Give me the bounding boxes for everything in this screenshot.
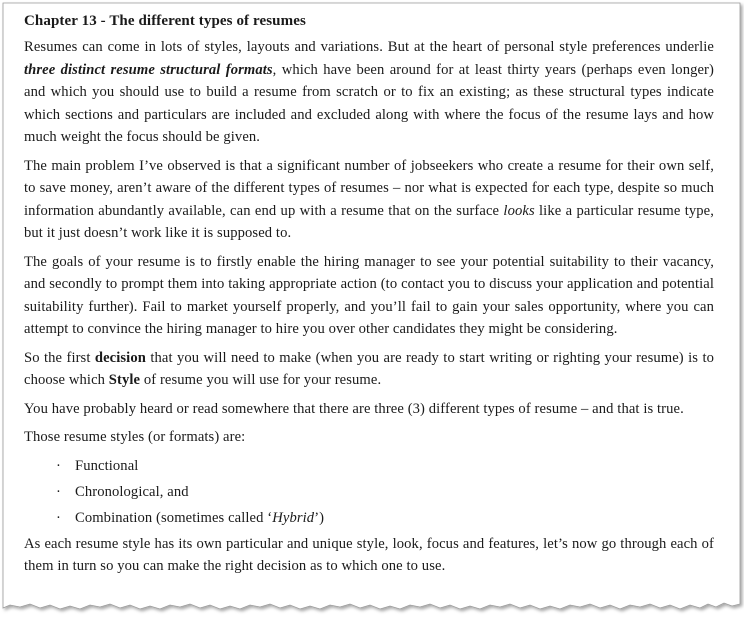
p4-text-e: of resume you will use for your resume. — [140, 372, 382, 388]
list-item-label: Chronological, and — [75, 483, 189, 500]
list-item-emphasis: Hybrid — [272, 509, 315, 526]
p4-bold-style: Style — [108, 372, 141, 388]
list-item-label: Functional — [75, 457, 139, 474]
bullet-icon: · — [56, 457, 61, 474]
p2-emphasis: looks — [503, 202, 535, 219]
paragraph-1 — [24, 36, 714, 149]
list-item — [24, 481, 714, 503]
p2-text-a: The main problem I’ve observed is that a significant number of jobseekers who create a resume for their own self, to save money, aren’t aware of the different types of resumes – nor what is expected for each type, despite so much information abundantly available, can end up with a resume that on the surface — [24, 157, 714, 219]
paragraph-7: As each resume style has its own particular and unique style, look, focus and features, let’s now go through each of them in turn so you can make the right decision as to which one to use. — [24, 535, 714, 574]
paragraph-3: The goals of your resume is to firstly enable the hiring manager to see your potential suitability to their vacancy, and secondly to prompt them into taking appropriate action (to contact you to discuss your application and potential suitability further). Fail to market yourself properly, and you’ll fail to gain your sales opportunity, where you can attempt to convince the hiring manager to hire you over other candidates they might be considering. — [24, 253, 714, 337]
bullet-icon: · — [56, 509, 61, 526]
p4-text-a: So the first — [24, 349, 95, 366]
paragraph-6: Those resume styles (or formats) are: — [24, 429, 246, 445]
resume-styles-list — [24, 455, 714, 529]
document-body — [24, 10, 714, 584]
list-item — [24, 507, 714, 529]
list-item-label: Combination (sometimes called ‘ — [75, 509, 273, 526]
bullet-icon: · — [56, 483, 61, 500]
p1-emphasis: three distinct resume structural formats — [24, 61, 273, 78]
chapter-title: Chapter 13 - The different types of resumes — [24, 13, 306, 29]
p4-text-c: that you will need to make (when you are ready to start writing or righting your resume) is to choose which — [24, 349, 714, 388]
p4-bold-decision: decision — [94, 349, 146, 366]
p1-text-c: , which have been around for at least thirty years (perhaps even longer) and which you should use to build a resume from scratch or to fix an existing; as these structural types indicate which sections and particulars are included and excluded along with where the focus of the resume lays and how much weight the focus should be given. — [24, 61, 714, 145]
paragraph-2 — [24, 155, 714, 245]
list-item-label-end: ’) — [314, 509, 325, 526]
list-item — [24, 455, 714, 477]
p2-text-c: like a particular resume type, but it just doesn’t work like it is supposed to. — [24, 202, 714, 241]
paragraph-5: You have probably heard or read somewhere that there are three (3) different types of resume – and that is true. — [24, 400, 684, 417]
p1-text-a: Resumes can come in lots of styles, layouts and variations. But at the heart of personal style preferences underlie — [24, 39, 714, 55]
paragraph-4 — [24, 347, 714, 392]
